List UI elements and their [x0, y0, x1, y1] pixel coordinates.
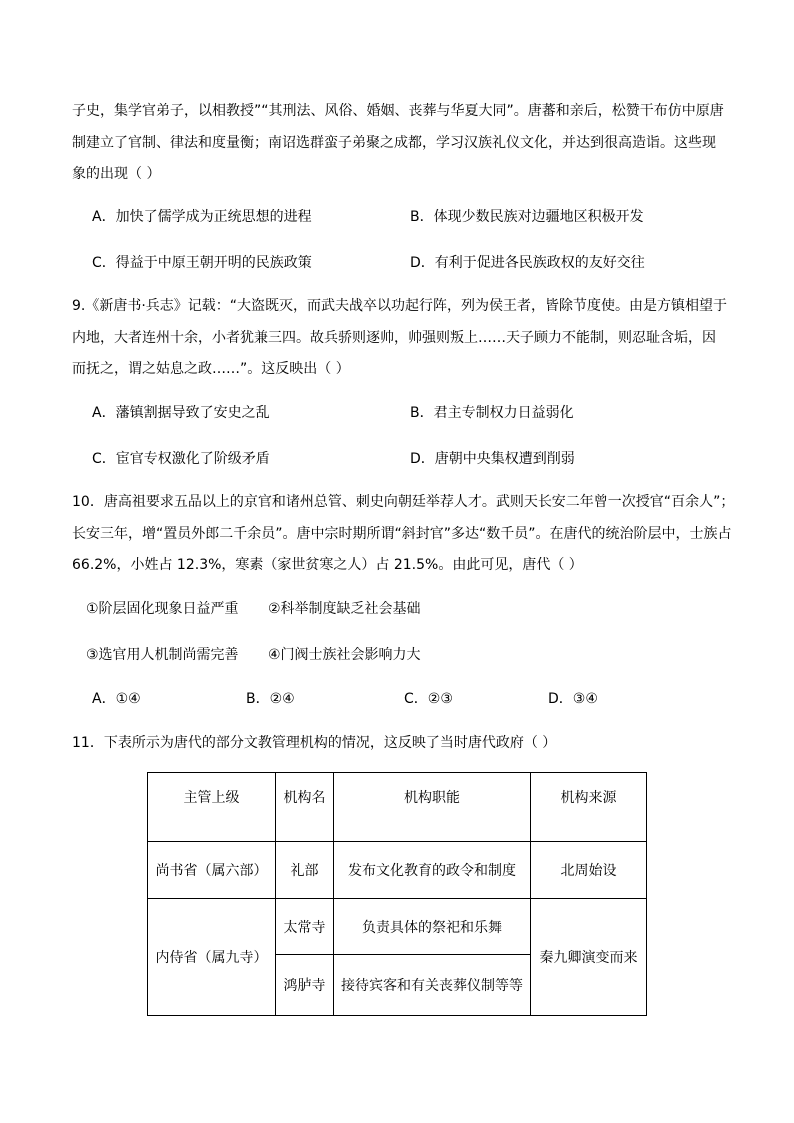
table-row [148, 842, 647, 899]
q10-stem-line-3: 66.2%，小姓占 12.3%，寒素（家世贫寒之人）占 21.5%。由此可见，唐代（ ） [72, 557, 583, 573]
table-cell-name: 鸿胪寺 [276, 955, 334, 1016]
q10-option-a[interactable]: A．①④ [92, 691, 141, 707]
q8-option-c[interactable]: C．得益于中原王朝开明的民族政策 [92, 255, 312, 271]
q10-statement-2: ②科举制度缺乏社会基础 [268, 601, 421, 617]
q8-stem-line-3: 象的出现（ ） [72, 166, 161, 182]
q9-stem-line-2: 内地，大者连州十余，小者犹兼三四。故兵骄则逐帅，帅强则叛上……天子顾力不能制，则忍耻含垢，因 [72, 330, 716, 346]
q8-stem-line-2: 制建立了官制、律法和度量衡；南诏选群蛮子弟聚之成都，学习汉族礼仪文化，并达到很高造诣。这些现 [72, 135, 716, 151]
q10-stem-line-1: 10．唐高祖要求五品以上的京官和诸州总管、刺史向朝廷举荐人才。武则天长安二年曾一次授官“百余人”； [72, 494, 735, 510]
q10-statement-1: ①阶层固化现象日益严重 [86, 601, 239, 617]
q9-stem-line-3: 而抚之，谓之姑息之政……”。这反映出（ ） [72, 361, 350, 377]
table-cell-origin: 秦九卿演变而来 [531, 899, 647, 1016]
table-header-superior: 主管上级 [148, 773, 276, 842]
table-cell-name: 太常寺 [276, 899, 334, 955]
table-cell-superior: 尚书省（属六部） [148, 842, 276, 899]
q10-statement-4: ④门阀士族社会影响力大 [268, 647, 421, 663]
table-cell-function: 负责具体的祭祀和乐舞 [334, 899, 531, 955]
q9-option-a[interactable]: A．藩镇割据导致了安史之乱 [92, 405, 270, 421]
q8-option-d[interactable]: D．有利于促进各民族政权的友好交往 [410, 255, 645, 271]
table-cell-name: 礼部 [276, 842, 334, 899]
q11-stem: 11．下表所示为唐代的部分文教管理机构的情况，这反映了当时唐代政府（ ） [72, 735, 557, 751]
table-cell-origin: 北周始设 [531, 842, 647, 899]
q10-option-b[interactable]: B．②④ [246, 691, 295, 707]
table-cell-function: 接待宾客和有关丧葬仪制等等 [334, 955, 531, 1016]
q9-stem-line-1: 9.《新唐书·兵志》记载：“大盗既灭，而武夫战卒以功起行阵，列为侯王者，皆除节度使。由是方镇相望于 [72, 298, 728, 314]
q10-option-d[interactable]: D．③④ [548, 691, 598, 707]
table-row [148, 899, 647, 955]
q10-statement-3: ③选官用人机制尚需完善 [86, 647, 239, 663]
table-header-name: 机构名 [276, 773, 334, 842]
q10-stem-line-2: 长安三年，增“置员外郎二千余员”。唐中宗时期所谓“斜封官”多达“数千员”。在唐代的统治阶层中，士族占 [72, 526, 732, 542]
table-header-origin: 机构来源 [531, 773, 647, 842]
q9-option-b[interactable]: B．君主专制权力日益弱化 [410, 405, 574, 421]
table-header-function: 机构职能 [334, 773, 531, 842]
table-header-row [148, 773, 647, 842]
q9-option-d[interactable]: D．唐朝中央集权遭到削弱 [410, 451, 575, 467]
table-cell-function: 发布文化教育的政令和制度 [334, 842, 531, 899]
q9-option-c[interactable]: C．宦官专权激化了阶级矛盾 [92, 451, 270, 467]
q8-stem-line-1: 子史，集学官弟子，以相教授”“其刑法、风俗、婚姻、丧葬与华夏大同”。唐蕃和亲后，松赞干布仿中原唐 [72, 103, 724, 119]
table-cell-superior: 内侍省（属九寺） [148, 899, 276, 1016]
q8-option-a[interactable]: A．加快了儒学成为正统思想的进程 [92, 209, 312, 225]
q10-option-c[interactable]: C．②③ [404, 691, 453, 707]
q8-option-b[interactable]: B．体现少数民族对边疆地区积极开发 [410, 209, 644, 225]
agency-table [147, 772, 647, 1016]
